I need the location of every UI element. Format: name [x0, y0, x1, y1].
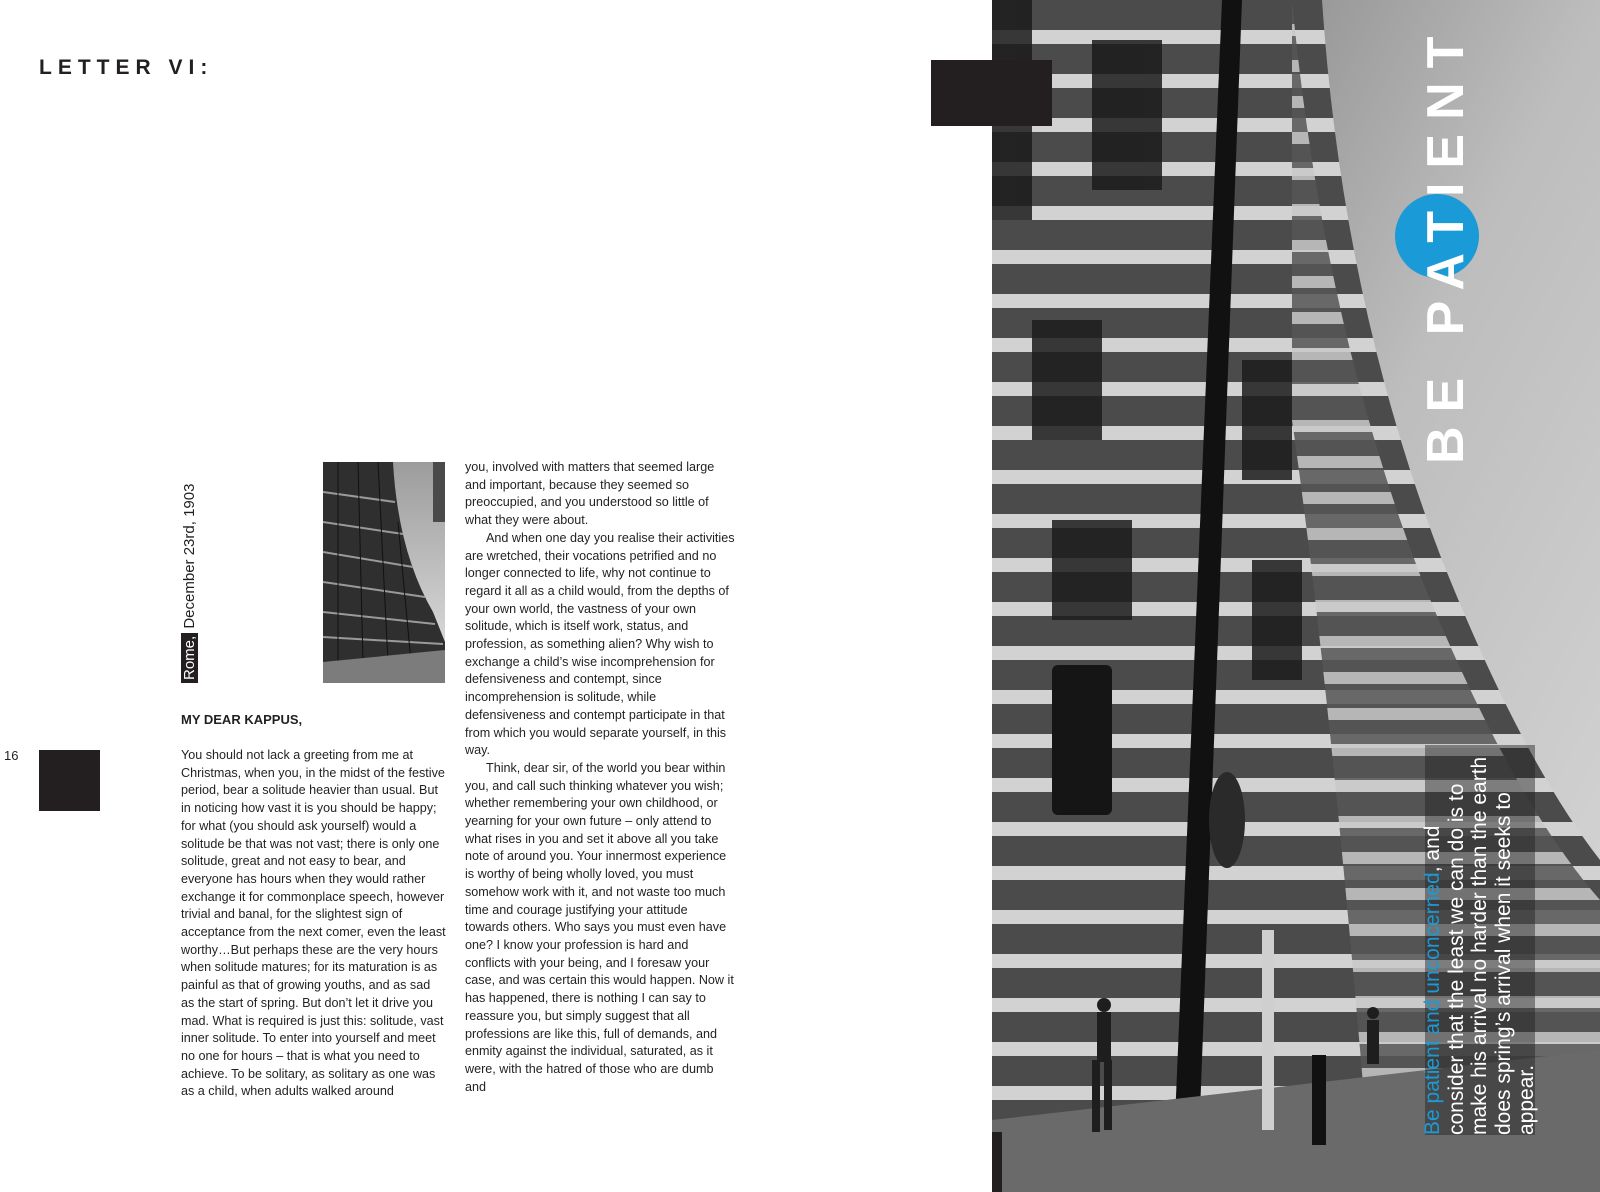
black-rectangle-marker [931, 60, 1052, 126]
letter-title: LETTER VI: [39, 56, 214, 79]
letter-paragraph: Think, dear sir, of the world you bear within you, and call such thinking whatever you wish; whether remembering your own childhood, or yearning for your own future – only attend to what rises in you and set it above all you take note of around you. Your innermost experience is worthy of being wholly loved, you must somehow work with it, and not waste too much time and courage justifying your attitude towards others. Who says you must even have one? I know your profession is hard and conflicts with your being, and I foresaw your case, and was certain this would happen. Now it has happened, there is nothing I can say to reassure you, but simply suggest that all professions are like this, full of demands, and enmity against the individual, saturated, as it were, with the hatred of those who are dumb and [465, 760, 734, 1094]
salutation: MY DEAR KAPPUS, [181, 712, 303, 727]
letter-paragraph: And when one day you realise their activities are wretched, their vocations petrified and no longer connected to life, why not continue to regard it all as a child would, from the depths of your own world, the vastness of your own solitude, which is itself work, status, and profession, as something alien? Why wish to exchange a child’s wise incomprehension for defensiveness and contempt, since incomprehension is solitude, while defensiveness and contempt participate in that from which you would separate yourself, in this way. [465, 530, 735, 758]
building-thumbnail-image [323, 462, 445, 683]
letter-column-2 [465, 459, 735, 1096]
black-bar-marker [992, 1132, 1002, 1192]
black-square-marker [39, 750, 100, 811]
pull-quote [1421, 745, 1561, 1135]
headline-be-patient: BE PATIENT [1417, 22, 1475, 464]
letter-column-1 [181, 747, 446, 1101]
dateline [178, 462, 201, 683]
pull-quote-rest: , and consider that the least we can do is to make his arrival no harder than the earth does spring’s arrival when it seeks to appear. [1421, 756, 1538, 1135]
page-number: 16 [4, 748, 19, 763]
letter-paragraph: you, involved with matters that seemed large and important, because they seemed so preoccupied, and you understood so little of what they were about. [465, 460, 715, 528]
building-thumbnail-illustration [323, 462, 445, 683]
pull-quote-highlight: Be patient and unconcerned [1421, 872, 1444, 1135]
letter-paragraph: You should not lack a greeting from me at Christmas, when you, in the midst of the festive period, bear a solitude heavier than usual. But in noticing how vast it is you should be happy; for what (you should ask yourself) would a solitude be that was not vast; there is only one solitude, great and not easy to bear, and everyone has hours when they would rather exchange it for commonplace speech, however trivial and banal, for the slightest sign of acceptance from the next comer, even the least worthy…But perhaps these are the very hours when solitude matures; for its maturation is as painful as that of growing youths, and as sad as the start of spring. But don’t let it drive you mad. What is required is just this: solitude, vast inner solitude. To enter into yourself and meet no one for hours – that is what you need to achieve. To be solitary, as solitary as one was as a child, when adults walked around [181, 748, 446, 1099]
dateline-date: December 23rd, 1903 [181, 483, 198, 633]
dateline-place: Rome, [181, 633, 198, 683]
